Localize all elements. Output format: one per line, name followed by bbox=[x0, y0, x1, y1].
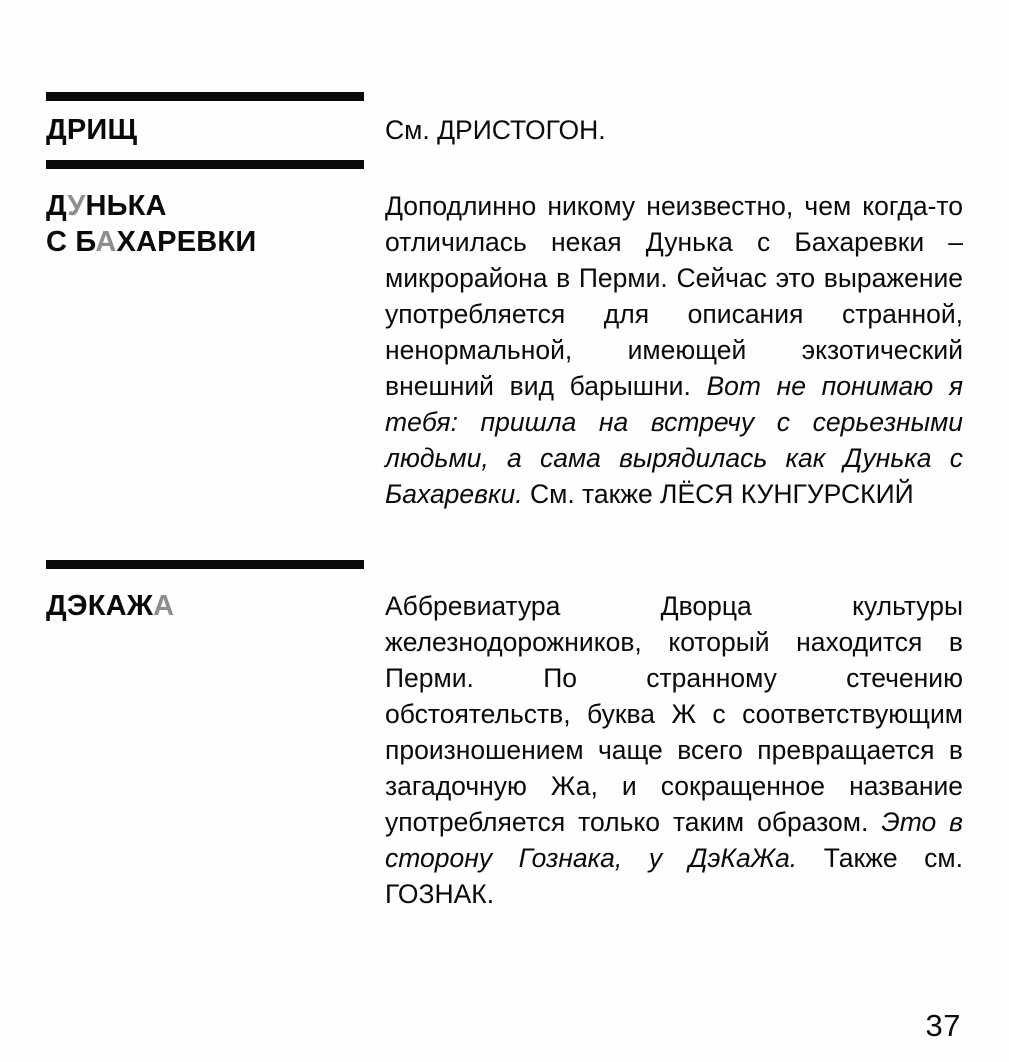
headword-segment: ХАРЕВКИ bbox=[116, 226, 257, 258]
headword-column bbox=[46, 112, 385, 148]
usage-example-italic: Это в сторону Гознака, у ДэКаЖа. bbox=[385, 807, 963, 873]
dictionary-entry-dunka-s-baharevki bbox=[46, 160, 963, 512]
headword-dekazha bbox=[46, 588, 375, 624]
definition-text: См. ДРИСТОГОН. bbox=[385, 115, 606, 145]
headword-column bbox=[46, 588, 385, 624]
definition-text: См. также ЛЁСЯ КУНГУРСКИЙ bbox=[522, 479, 914, 509]
headword-segment: С Б bbox=[46, 226, 96, 258]
headword-segment: Д bbox=[46, 190, 68, 222]
headword-column bbox=[46, 188, 385, 260]
definition-paragraph bbox=[385, 588, 963, 912]
headword-faded-letter: А bbox=[95, 226, 117, 258]
page-number: 37 bbox=[925, 1008, 961, 1043]
definition-column bbox=[385, 112, 963, 148]
entry-divider-rule bbox=[46, 92, 364, 101]
entry-divider-rule bbox=[46, 160, 364, 169]
entry-body bbox=[46, 569, 963, 912]
definition-column bbox=[385, 588, 963, 912]
headword-dunka-s-baharevki bbox=[46, 188, 375, 260]
headword-drishch bbox=[46, 112, 375, 148]
usage-example-italic: Вот не понимаю я тебя: пришла на встречу с серьезными людьми, а сама вырядилась как Дунька с Бахаревки. bbox=[385, 371, 963, 509]
definition-text: Также см. ГОЗНАК. bbox=[385, 843, 963, 909]
entry-body bbox=[46, 101, 963, 148]
headword-segment: НЬКА bbox=[85, 190, 167, 222]
definition-text: Аббревиатура Дворца культуры железнодорожников, который находится в Перми. По странному стечению обстоятельств, буква Ж с соответствующим произношением чаще всего превращается в загадочную Жа, и сокращенное название употребляется только таким образом. bbox=[385, 591, 963, 837]
definition-text: Доподлинно никому неизвестно, чем когда-то отличилась некая Дунька с Бахаревки – микрорайона в Перми. Сейчас это выражение употребляется для описания странной, ненормальной, имеющей экзотический внешний вид барышни. bbox=[385, 191, 963, 401]
definition-paragraph bbox=[385, 112, 963, 148]
headword-segment: ДЭКАЖ bbox=[46, 590, 154, 622]
dictionary-entry-dekazha bbox=[46, 560, 963, 912]
definition-paragraph bbox=[385, 188, 963, 512]
headword-faded-letter: У bbox=[67, 190, 86, 222]
headword-segment: ДРИЩ bbox=[46, 114, 138, 146]
entry-divider-rule bbox=[46, 560, 364, 569]
headword-faded-letter: А bbox=[153, 590, 175, 622]
entry-body bbox=[46, 169, 963, 512]
dictionary-entry-drishch bbox=[46, 92, 963, 148]
definition-column bbox=[385, 188, 963, 512]
